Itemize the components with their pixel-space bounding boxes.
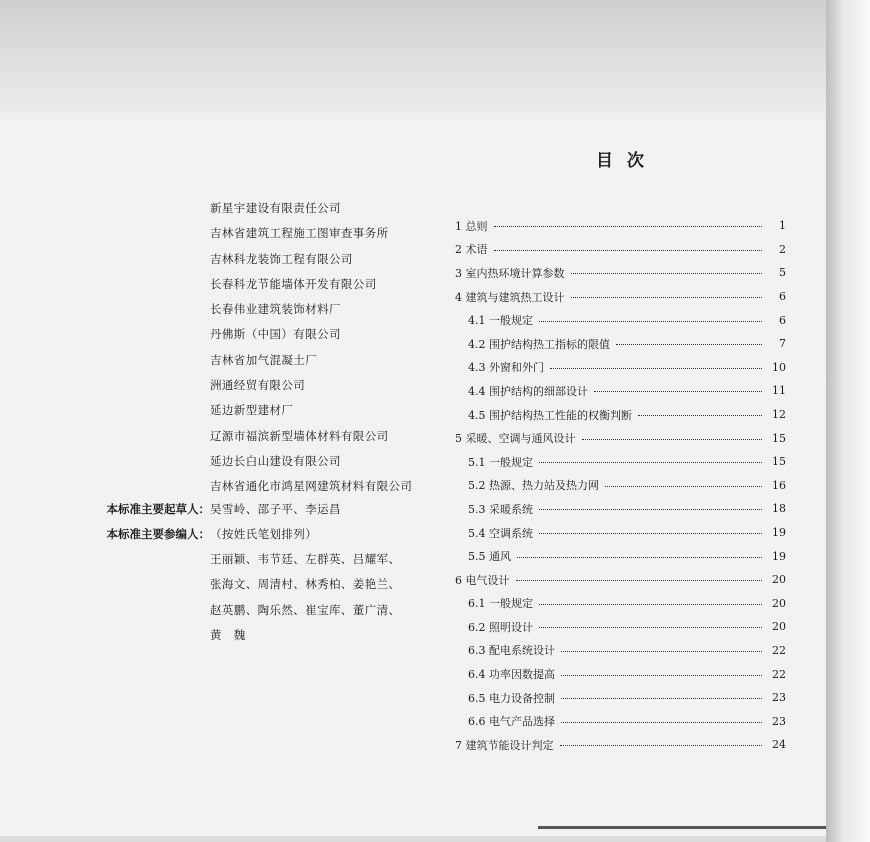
- toc-entry-title: 5.4 空调系统: [455, 525, 539, 541]
- company-item: 洲通经贸有限公司: [210, 378, 306, 393]
- toc-entry: [455, 615, 786, 639]
- toc-entry-page: 2: [779, 242, 786, 256]
- toc-entry: [455, 403, 786, 427]
- toc-entry: [455, 238, 786, 262]
- toc-entry-title: 2 术语: [455, 241, 494, 257]
- toc-entry-title: 5.5 通风: [455, 548, 517, 564]
- toc-leader-dots: [571, 297, 763, 298]
- toc-entry-title: 6.3 配电系统设计: [455, 642, 561, 658]
- toc-entry-page: 20: [772, 620, 786, 634]
- toc-leader-dots: [539, 604, 762, 605]
- toc-entry: [455, 521, 786, 545]
- toc-entry: [455, 356, 786, 380]
- company-list: [210, 196, 412, 500]
- toc-entry: [455, 379, 786, 403]
- toc-entry-title: 6.6 电气产品选择: [455, 713, 561, 729]
- company-item: 辽源市福滨新型墙体材料有限公司: [210, 428, 389, 443]
- toc-leader-dots: [539, 321, 762, 322]
- toc-leader-dots: [605, 486, 762, 487]
- toc-leader-dots: [539, 627, 762, 628]
- toc-entry-title: 6.5 电力设备控制: [455, 690, 561, 706]
- toc-entry: [455, 639, 786, 663]
- toc-entry: [455, 733, 786, 757]
- participants-line: [106, 522, 318, 547]
- toc-leader-dots: [539, 462, 762, 463]
- toc-entry-page: 23: [772, 691, 786, 705]
- toc-entry-page: 23: [772, 714, 786, 728]
- scan-shadow: [0, 0, 838, 120]
- company-item: 丹佛斯（中国）有限公司: [210, 327, 341, 342]
- toc-entry: [455, 474, 786, 498]
- toc-leader-dots: [517, 557, 762, 558]
- toc-entry: [455, 686, 786, 710]
- toc-leader-dots: [561, 651, 762, 652]
- toc-leader-dots: [539, 509, 762, 510]
- toc-entry-title: 4.5 围护结构热工性能的权衡判断: [455, 407, 638, 423]
- toc-entry-title: 4.1 一般规定: [455, 312, 539, 328]
- company-item: 长春科龙节能墙体开发有限公司: [210, 276, 377, 291]
- toc-leader-dots: [582, 439, 763, 440]
- toc-entry-title: 6 电气设计: [455, 572, 516, 588]
- toc-entry: [455, 544, 786, 568]
- toc-leader-dots: [571, 273, 763, 274]
- toc-entry-page: 16: [772, 478, 786, 492]
- toc-entry-title: 1 总则: [455, 218, 494, 234]
- toc-leader-dots: [561, 675, 762, 676]
- toc-entry-page: 20: [772, 596, 786, 610]
- toc-leader-dots: [561, 722, 762, 723]
- toc-leader-dots: [550, 368, 762, 369]
- toc-entry: [455, 450, 786, 474]
- table-of-contents: [455, 214, 786, 757]
- toc-leader-dots: [561, 698, 762, 699]
- toc-entry-page: 12: [772, 408, 786, 422]
- participants-note: （按姓氏笔划排列）: [210, 527, 318, 541]
- toc-entry-title: 6.4 功率因数提高: [455, 666, 561, 682]
- participants-label: 本标准主要参编人：: [106, 527, 210, 541]
- toc-entry-page: 15: [772, 455, 786, 469]
- toc-entry-title: 5.2 热源、热力站及热力网: [455, 477, 605, 493]
- toc-entry-title: 5.3 采暖系统: [455, 501, 539, 517]
- company-item: 延边新型建材厂: [210, 403, 294, 418]
- toc-entry-title: 5.1 一般规定: [455, 454, 539, 470]
- toc-leader-dots: [594, 391, 762, 392]
- toc-entry-title: 4 建筑与建筑热工设计: [455, 289, 571, 305]
- toc-entry-page: 18: [772, 502, 786, 516]
- toc-entry-title: 4.4 围护结构的细部设计: [455, 383, 594, 399]
- toc-title: 目次: [596, 151, 658, 171]
- toc-leader-dots: [494, 226, 763, 227]
- toc-entry-title: 7 建筑节能设计判定: [455, 737, 560, 753]
- toc-entry-title: 3 室内热环境计算参数: [455, 265, 571, 281]
- toc-entry: [455, 568, 786, 592]
- toc-entry: [455, 709, 786, 733]
- company-item: 吉林省通化市鸿星网建筑材料有限公司: [210, 479, 413, 494]
- toc-leader-dots: [494, 250, 763, 251]
- drafters-names: 吴雪岭、邵子平、李运昌: [210, 502, 341, 516]
- toc-entry-page: 6: [779, 290, 786, 304]
- toc-entry: [455, 214, 786, 238]
- toc-entry-page: 1: [779, 219, 786, 233]
- toc-entry-page: 15: [772, 431, 786, 445]
- company-item: 延边长白山建设有限公司: [210, 453, 341, 468]
- toc-entry-title: 4.2 围护结构热工指标的限值: [455, 336, 616, 352]
- toc-entry-page: 24: [772, 738, 786, 752]
- toc-entry-page: 22: [772, 643, 786, 657]
- toc-entry: [455, 308, 786, 332]
- company-item: 吉林科龙装饰工程有限公司: [210, 251, 353, 266]
- toc-entry-title: 5 采暖、空调与通风设计: [455, 430, 582, 446]
- toc-entry-title: 6.2 照明设计: [455, 619, 539, 635]
- toc-entry-title: 6.1 一般规定: [455, 595, 539, 611]
- toc-entry-page: 22: [772, 667, 786, 681]
- participants-names-line: 王丽颖、韦节廷、左群英、吕耀军、: [210, 552, 401, 566]
- toc-entry-page: 5: [779, 266, 786, 280]
- toc-entry-title: 4.3 外窗和外门: [455, 359, 550, 375]
- toc-entry-page: 19: [772, 526, 786, 540]
- toc-entry-page: 19: [772, 549, 786, 563]
- company-item: 长春伟业建筑装饰材料厂: [210, 302, 341, 317]
- company-item: 吉林省建筑工程施工图审查事务所: [210, 226, 389, 241]
- toc-entry: [455, 261, 786, 285]
- drafters-label: 本标准主要起草人：: [106, 502, 210, 516]
- toc-entry-page: 7: [779, 337, 786, 351]
- page-edge-line: [538, 826, 838, 829]
- participants-names: [210, 547, 400, 648]
- participants-names-line: 赵英鹏、陶乐然、崔宝库、董广清、: [210, 602, 401, 617]
- company-item: 新星宇建设有限责任公司: [210, 201, 341, 215]
- toc-entry-page: 6: [779, 313, 786, 327]
- toc-entry-page: 20: [772, 573, 786, 587]
- participants-names-line: 黄 魏: [210, 627, 246, 642]
- scan-edge: [826, 0, 870, 842]
- toc-leader-dots: [560, 745, 763, 746]
- toc-leader-dots: [516, 580, 763, 581]
- toc-leader-dots: [638, 415, 762, 416]
- toc-entry: [455, 497, 786, 521]
- toc-entry: [455, 592, 786, 616]
- toc-entry-page: 11: [772, 384, 786, 398]
- participants-names-line: 张海文、周清村、林秀柏、姜艳兰、: [210, 577, 401, 592]
- drafters-line: [106, 497, 341, 522]
- toc-leader-dots: [539, 533, 762, 534]
- toc-entry: [455, 662, 786, 686]
- toc-entry: [455, 426, 786, 450]
- toc-entry-page: 10: [772, 360, 786, 374]
- toc-leader-dots: [616, 344, 762, 345]
- toc-entry: [455, 285, 786, 309]
- toc-entry: [455, 332, 786, 356]
- company-item: 吉林省加气混凝土厂: [210, 352, 318, 367]
